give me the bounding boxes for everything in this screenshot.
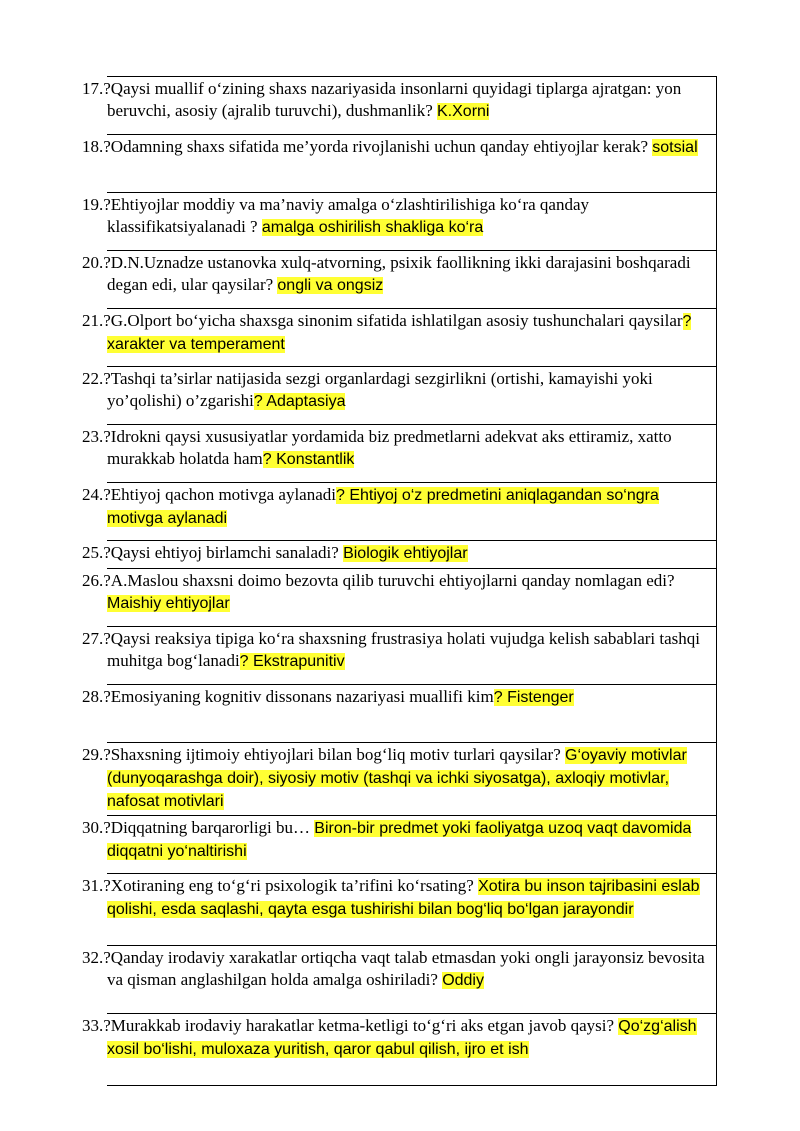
questions-table	[82, 76, 717, 1086]
question-text: ?Ehtiyojlar moddiy va ma’naviy amalga o‘zlashtirilishiga ko‘ra qanday klassifikatsiyalanadi ?	[103, 195, 590, 236]
question-cell	[82, 946, 717, 1014]
question-number: 32.	[82, 948, 104, 967]
highlighted-answer: Biron-bir predmet yoki faoliyatga uzoq vaqt davomida diqqatni yo‘naltirishi	[107, 820, 692, 860]
question-number: 24.	[82, 485, 104, 504]
question-cell	[82, 367, 717, 425]
question-cell	[82, 685, 717, 743]
highlighted-answer: ? Ehtiyoj o‘z predmetini aniqlagandan so‘ngra motivga aylanadi	[107, 487, 659, 527]
question-number: 26.	[82, 571, 104, 590]
question-text: ?Shaxsning ijtimoiy ehtiyojlari bilan bog‘liq motiv turlari qaysilar?	[103, 745, 566, 764]
highlighted-answer: ? Konstantlik	[262, 451, 355, 468]
question-number: 20.	[82, 253, 104, 272]
highlighted-answer: ongli va ongsiz	[277, 277, 384, 294]
highlighted-answer: Maishiy ehtiyojlar	[107, 595, 230, 612]
question-number: 21.	[82, 311, 104, 330]
question-text: ?Tashqi ta’sirlar natijasida sezgi organlardagi sezgirlikni (ortishi, kamayishi yoki yo’qolishi) o’zgarishi	[103, 369, 653, 410]
question-row	[107, 483, 717, 541]
question-cell	[82, 743, 717, 816]
question-text: ?Qaysi ehtiyoj birlamchi sanaladi?	[103, 543, 344, 562]
question-number: 25.	[82, 543, 104, 562]
question-row	[107, 569, 717, 627]
question-text: ?G.Olport bo‘yicha shaxsga sinonim sifatida ishlatilgan asosiy tushunchalari qaysilar	[103, 311, 683, 330]
questions-table-body	[82, 77, 717, 1086]
question-text: ?D.N.Uznadze ustanovka xulq-atvorning, psixik faollikning ikki darajasini boshqaradi degan edi, ular qaysilar?	[103, 253, 691, 294]
question-row	[107, 425, 717, 483]
highlighted-answer: Oddiy	[442, 972, 484, 989]
question-text: ?Odamning shaxs sifatida me’yorda rivojlanishi uchun qanday ehtiyojlar kerak?	[103, 137, 653, 156]
highlighted-answer: Xotira bu inson tajribasini eslab qolishi, esda saqlashi, qayta esga tushirishi bilan bog‘liq bo‘lgan jarayondir	[107, 878, 700, 918]
question-number: 17.	[82, 79, 104, 98]
question-cell	[82, 569, 717, 627]
question-text: ?Murakkab irodaviy harakatlar ketma-ketligi to‘g‘ri aks etgan javob qaysi?	[103, 1016, 619, 1035]
question-cell	[82, 816, 717, 874]
question-row	[107, 309, 717, 367]
question-cell	[82, 1014, 717, 1086]
highlighted-answer: K.Xorni	[437, 103, 490, 120]
question-text: ?A.Maslou shaxsni doimo bezovta qilib turuvchi ehtiyojlarni qanday nomlagan edi?	[103, 571, 675, 590]
question-text: ?Xotiraning eng to‘g‘ri psixologik ta’rifini ko‘rsating?	[103, 876, 479, 895]
question-number: 18.	[82, 137, 104, 156]
question-cell	[82, 483, 717, 541]
question-number: 28.	[82, 687, 104, 706]
question-number: 19.	[82, 195, 104, 214]
question-cell	[82, 193, 717, 251]
question-row	[107, 541, 717, 569]
question-cell	[82, 425, 717, 483]
question-number: 29.	[82, 745, 104, 764]
highlighted-answer: ? Ekstrapunitiv	[239, 653, 345, 670]
highlighted-answer: amalga oshirilish shakliga ko‘ra	[261, 219, 484, 236]
highlighted-answer: Biologik ehtiyojlar	[343, 545, 468, 562]
question-text: ?Qanday irodaviy xarakatlar ortiqcha vaqt talab etmasdan yoki ongli jarayonsiz bevosita va qisman anglashilgan holda amalga oshiriladi?	[103, 948, 705, 989]
question-cell	[82, 135, 717, 193]
question-number: 23.	[82, 427, 104, 446]
question-text: ?Qaysi muallif o‘zining shaxs nazariyasida insonlarni quyidagi tiplarga ajratgan: yon beruvchi, asosiy (ajralib turuvchi), dushmanlik?	[103, 79, 682, 120]
question-row	[107, 946, 717, 1014]
question-cell	[82, 251, 717, 309]
question-row	[107, 251, 717, 309]
highlighted-answer: ? Adaptasiya	[253, 393, 346, 410]
question-row	[107, 627, 717, 685]
question-text: ?Ehtiyoj qachon motivga aylanadi	[103, 485, 336, 504]
question-row	[107, 77, 717, 135]
highlighted-answer: G‘oyaviy motivlar (dunyoqarashga doir), siyosiy motiv (tashqi va ichki siyosatga), axloqiy motivlar, nafosat motivlari	[107, 747, 687, 810]
question-row	[107, 816, 717, 874]
question-row	[107, 874, 717, 946]
question-row	[107, 193, 717, 251]
question-number: 27.	[82, 629, 104, 648]
highlighted-answer: Qo‘zg‘alish xosil bo‘lishi, muloxaza yuritish, qaror qabul qilish, ijro et ish	[107, 1018, 697, 1058]
question-cell	[82, 627, 717, 685]
question-cell	[82, 309, 717, 367]
question-number: 22.	[82, 369, 104, 388]
question-text: ?Qaysi reaksiya tipiga ko‘ra shaxsning frustrasiya holati vujudga kelish sabablari tashqi muhitga bog‘lanadi	[103, 629, 700, 670]
question-row	[107, 367, 717, 425]
question-number: 30.	[82, 818, 104, 837]
question-text: ?Diqqatning barqarorligi bu…	[103, 818, 315, 837]
question-text: ?Idrokni qaysi xususiyatlar yordamida biz predmetlarni adekvat aks ettiramiz, xatto murakkab holatda ham	[103, 427, 672, 468]
question-cell	[82, 77, 717, 135]
question-row	[107, 135, 717, 193]
question-row	[107, 685, 717, 743]
highlighted-answer: ? Fistenger	[493, 689, 574, 706]
question-number: 31.	[82, 876, 104, 895]
question-text: ?Emosiyaning kognitiv dissonans nazariyasi muallifi kim	[103, 687, 494, 706]
question-number: 33.	[82, 1016, 104, 1035]
question-row	[107, 743, 717, 816]
question-row	[107, 1014, 717, 1086]
question-cell	[82, 874, 717, 946]
highlighted-answer: sotsial	[652, 139, 698, 156]
question-cell	[82, 541, 717, 569]
highlighted-answer: ? xarakter va temperament	[107, 313, 692, 353]
